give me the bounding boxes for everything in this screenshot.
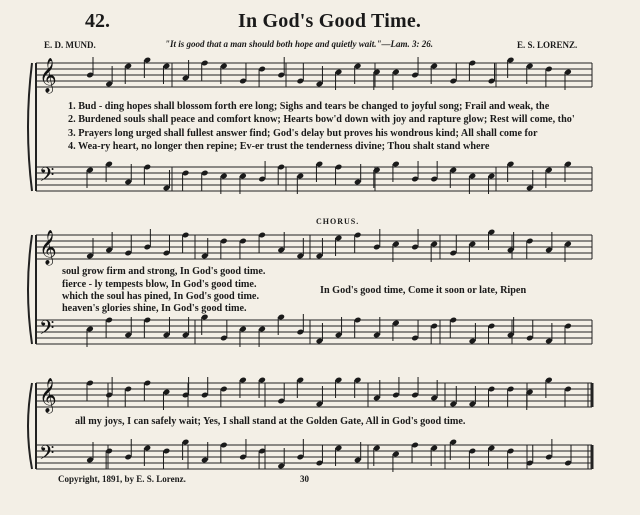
verse-2: 2. Burdened souls shall peace and comfort know; Hearts bow'd down with joy and rapture glow; Rest will come, tho' xyxy=(68,114,575,125)
arranger-credit: E. S. LORENZ. xyxy=(517,40,578,50)
bass-clef-icon: 𝄢 xyxy=(39,163,55,191)
copyright-notice: Copyright, 1891, by E. S. Lorenz. xyxy=(58,474,186,484)
chorus-lyric-line-2: all my joys, I can safely wait; Yes, I shall stand at the Golden Gate, All in God's good time. xyxy=(75,416,466,427)
bass-clef-icon: 𝄢 xyxy=(39,316,55,344)
verse-3: 3. Prayers long urged shall fullest answer find; God's delay but proves his wondrous kind; All shall come for xyxy=(68,128,538,139)
hymn-title: In God's Good Time. xyxy=(238,10,422,32)
verse-1: 1. Bud - ding hopes shall blossom forth ere long; Sighs and tears be changed to joyful song; Frail and weak, the xyxy=(68,101,550,112)
system2-lyric-3: which the soul has pined, In God's good time. xyxy=(62,291,260,302)
bass-clef-icon: 𝄢 xyxy=(39,441,55,469)
system-brace xyxy=(28,235,32,344)
hymn-number: 42. xyxy=(85,10,110,32)
treble-clef-icon: 𝄞 xyxy=(39,378,57,413)
system2-lyric-4: heaven's glories shine, In God's good time. xyxy=(62,303,247,314)
chorus-label: CHORUS. xyxy=(316,217,360,226)
treble-clef-icon: 𝄞 xyxy=(39,230,57,265)
chorus-lyric-line-1: In God's good time, Come it soon or late, Ripen xyxy=(320,285,527,296)
verse-4: 4. Wea-ry heart, no longer then repine; Ev-er trust the tenderness divine; Thou shalt stand where xyxy=(68,141,490,152)
composer-credit: E. D. MUND. xyxy=(44,40,96,50)
system-brace xyxy=(28,63,32,191)
treble-clef-icon: 𝄞 xyxy=(39,58,57,93)
system2-lyric-1: soul grow firm and strong, In God's good time. xyxy=(62,266,266,277)
scripture-epigraph: "It is good that a man should both hope and quietly wait."—Lam. 3: 26. xyxy=(165,39,434,49)
system-brace xyxy=(28,383,32,469)
page-number: 30 xyxy=(300,474,309,484)
system2-lyric-2: fierce - ly tempests blow, In God's good time. xyxy=(62,279,257,290)
